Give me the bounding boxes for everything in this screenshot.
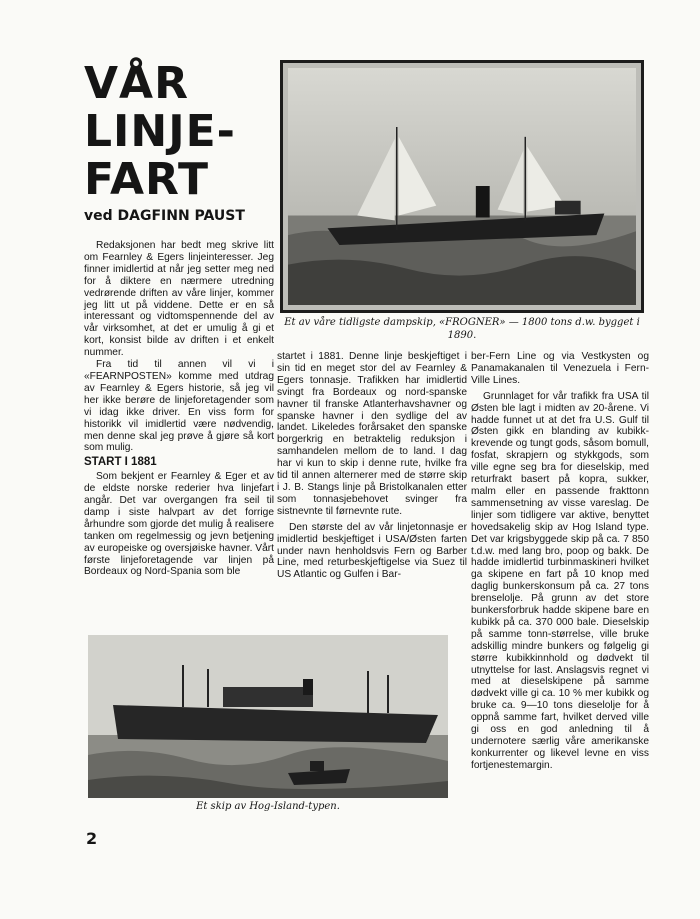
steamship-frogner-photo <box>280 60 644 313</box>
text-column-3 <box>471 351 649 772</box>
body-paragraph: Den største del av vår linjetonnasje er imidlertid beskjeftiget i USA/Østen farten under navn henholdsvis Fern og Barber Line, med returbeskjeftigelse via Suez til US Atlantic og Gulfen i Bar- <box>277 521 467 581</box>
body-paragraph: startet i 1881. Denne linje beskjeftiget i sin tid en meget stor del av Fearnley & Egers tonnasje. Trafikken har imidlertid svingt fra Bordeaux og nord-spanske havner til franske Atlanterhavshavner og spanske havner i den sydlige del av landet. Likeledes forårsaket den spanske borgerkrig en betraktelig reduksjon i samhandelen mellom de to land. I dag har vi kun to skip i denne rute, hvilke fra tid til annen alternerer med de større skip i J. B. Stangs linje på Bristolkanalen etter som tonnasjebehovet svinger fra sistnevnte til førnevnte rute. <box>277 351 467 517</box>
body-paragraph: ber-Fern Line og via Vestkysten og Panamakanalen til Venezuela i Fern-Ville Lines. <box>471 351 649 386</box>
body-paragraph: Som bekjent er Fearnley & Eger et av de eldste norske rederier hva linjefart angår. Det var overgangen fra seil til damp i siste halvpart av det forrige århundre som gjorde det mulig å realisere tanken om regelmessig og jevn betjening av europeiske og oversjøiske havner. Vårt første linjeforetagende var linjen på Bordeaux og Nord-Spania som ble <box>84 471 274 578</box>
section-heading: START I 1881 <box>84 456 157 469</box>
steamship-illustration <box>288 68 636 305</box>
intro-paragraph: Redaksjonen har bedt meg skrive litt om Fearnley & Egers linjeinteresser. Jeg finner imidlertid at når jeg setter meg ned for å diktere en nærmere utredning vedrørende driften av våre linjer, kommer jeg litt ut på viddene. Dette er en så interessant og vidtomspennende del av vår virksomhet, at det er umulig å gi et kort, konsist bilde av driften i et enkelt nummer. <box>84 240 274 359</box>
byline: ved DAGFINN PAUST <box>84 208 245 224</box>
photo-caption: Et skip av Hog-Island-typen. <box>196 801 340 812</box>
hog-island-ship-photo <box>88 635 448 798</box>
body-paragraph: Grunnlaget for vår trafikk fra USA til Østen ble lagt i midten av 20-årene. Vi hadde funnet ut at det fra U.S. Gulf til Østen gikk en blanding av kubikk-krevende og tungt gods, såsom bomull, fosfat, skrapjern og stykkgods, som ville egne seg bra for dieselskip, med returfrakt basert på kopra, sukker, malm eller en passende frakttonn sammensetning av visse vareslag. De linjer som tidligere var aktive, benyttet hovedsakelig skip av Hog Island type. Det var krigsbyggede skip på ca. 7 850 t.d.w. med lang bro, poop og bakk. De hadde imidlertid turbinmaskineri hvilket ga skipene en fart på 10 knop med daglig bunkerskonsum på ca. 27 tons brenselolje. På grunn av det store bunkersforbruk hadde skipene bare en kubikk på ca. 370 000 bale. Dieselskip på samme tonn-størrelse, ville bruke adskillig mindre bunkers og følgelig gi større kubikkinnhold og dødvekt til utnyttelse for last. Anslagsvis regnet vi med at dieselskipene på samme dødvekt ville gi ca. 10 % mer kubikk og bruke ca. 9—10 tons dieselolje for å oppnå samme fart, hvilket derved ville gi oss en god anledning til å undernotere særlig våre amerikanske konkurrenter og likevel levne en viss fortjenestemargin. <box>471 390 649 771</box>
intro-paragraph: Fra tid til annen vil vi i «FEARNPOSTEN» komme med utdrag av Fearnley & Egers historie, så jeg vil her ikke berøre de linjeforetagender som vi idag ikke driver. En viss form for historikk vil imidlertid være nødvendig, men denne skal jeg prøve å gjøre så kort som mulig. <box>84 359 274 454</box>
title-line-1: VÅR <box>84 58 189 109</box>
article-title <box>84 60 264 204</box>
title-line-2: LINJE- <box>84 106 236 157</box>
text-column-1 <box>84 240 274 578</box>
text-column-2 <box>277 351 467 581</box>
title-line-3: FART <box>84 154 209 205</box>
page-number: 2 <box>86 829 98 848</box>
photo-caption: Et av våre tidligste dampskip, «FROGNER» — 1800 tons d.w. bygget i 1890. <box>284 317 640 341</box>
cargo-ship-illustration <box>88 635 448 798</box>
